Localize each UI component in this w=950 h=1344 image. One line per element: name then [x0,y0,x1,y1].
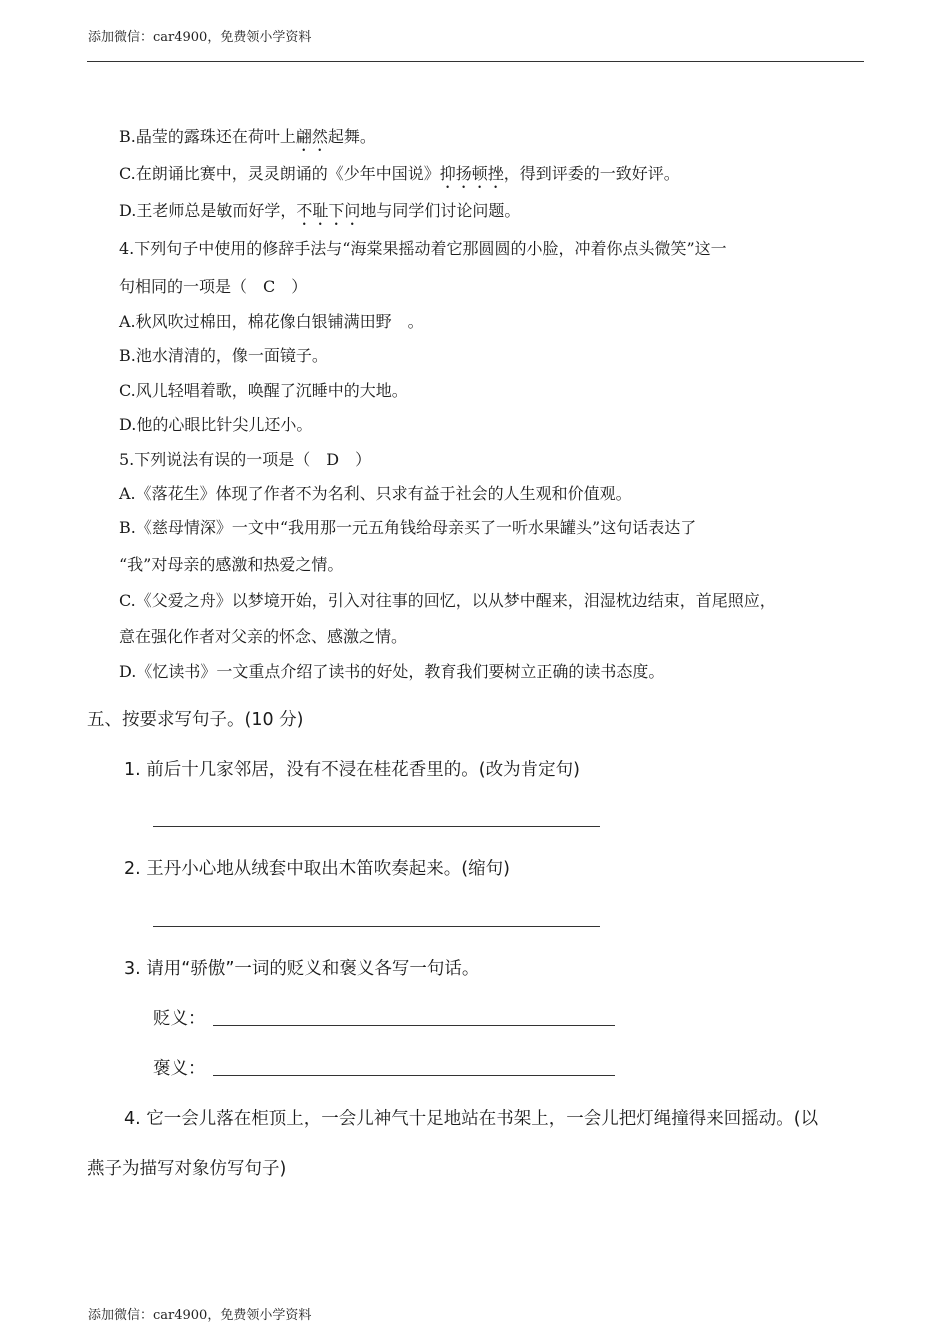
item-2-answer-line[interactable] [153,926,600,927]
commendatory-label: 褒义： [153,1059,206,1079]
page-footer: 添加微信：car4900，免费领小学资料 [88,1308,312,1323]
q4-option-a: A.秋风吹过棉田，棉花像白银铺满田野 。 [119,312,424,331]
q3-option-d: D.王老师总是敏而好学，不耻下问地与同学们讨论问题。 [119,201,521,220]
q4-option-d: D.他的心眼比针尖儿还小。 [119,415,313,434]
commendatory-answer-line[interactable] [213,1075,615,1076]
item-3-prompt: 3. 请用“骄傲”一词的贬义和褒义各写一句话。 [124,959,480,979]
q5-option-d: D.《忆读书》一文重点介绍了读书的好处，教育我们要树立正确的读书态度。 [119,662,665,681]
q5-option-c-line1: C.《父爱之舟》以梦境开始，引入对往事的回忆，以从梦中醒来，泪湿枕边结束，首尾照应， [119,591,776,610]
q5-stem: 5.下列说法有误的一项是（ D ） [119,450,372,469]
q4-stem-line2: 句相同的一项是（ C ） [119,277,308,296]
q4-option-c: C.风儿轻唱着歌，唤醒了沉睡中的大地。 [119,381,408,400]
q3-option-c: C.在朗诵比赛中，灵灵朗诵的《少年中国说》抑扬顿挫，得到评委的一致好评。 [119,164,680,183]
item-1-prompt: 1. 前后十几家邻居，没有不浸在桂花香里的。(改为肯定句) [124,760,580,780]
q5-option-a: A.《落花生》体现了作者不为名利、只求有益于社会的人生观和价值观。 [119,484,632,503]
q4-stem-line1: 4.下列句子中使用的修辞手法与“海棠果摇动着它那圆圆的小脸，冲着你点头微笑”这一 [119,239,727,258]
item-4-prompt-line2: 燕子为描写对象仿写句子) [87,1159,287,1179]
derogatory-answer-line[interactable] [213,1025,615,1026]
item-1-answer-line[interactable] [153,826,600,827]
q5-option-b-line2: “我”对母亲的感激和热爱之情。 [119,555,344,574]
q3-option-b: B.晶莹的露珠还在荷叶上翩然起舞。 [119,127,376,146]
q5-option-c-line2: 意在强化作者对父亲的怀念、感激之情。 [119,627,408,646]
item-2-prompt: 2. 王丹小心地从绒套中取出木笛吹奏起来。(缩句) [124,859,510,879]
q5-option-b-line1: B.《慈母情深》一文中“我用那一元五角钱给母亲买了一听水果罐头”这句话表达了 [119,518,697,537]
page-header: 添加微信：car4900，免费领小学资料 [88,30,312,45]
derogatory-label: 贬义： [153,1009,206,1029]
item-4-prompt-line1: 4. 它一会儿落在柜顶上，一会儿神气十足地站在书架上，一会儿把灯绳撞得来回摇动。(以 [124,1109,819,1129]
q4-option-b: B.池水清清的，像一面镜子。 [119,346,328,365]
section-5-title: 五、按要求写句子。(10 分) [87,710,304,730]
header-rule [87,61,864,62]
